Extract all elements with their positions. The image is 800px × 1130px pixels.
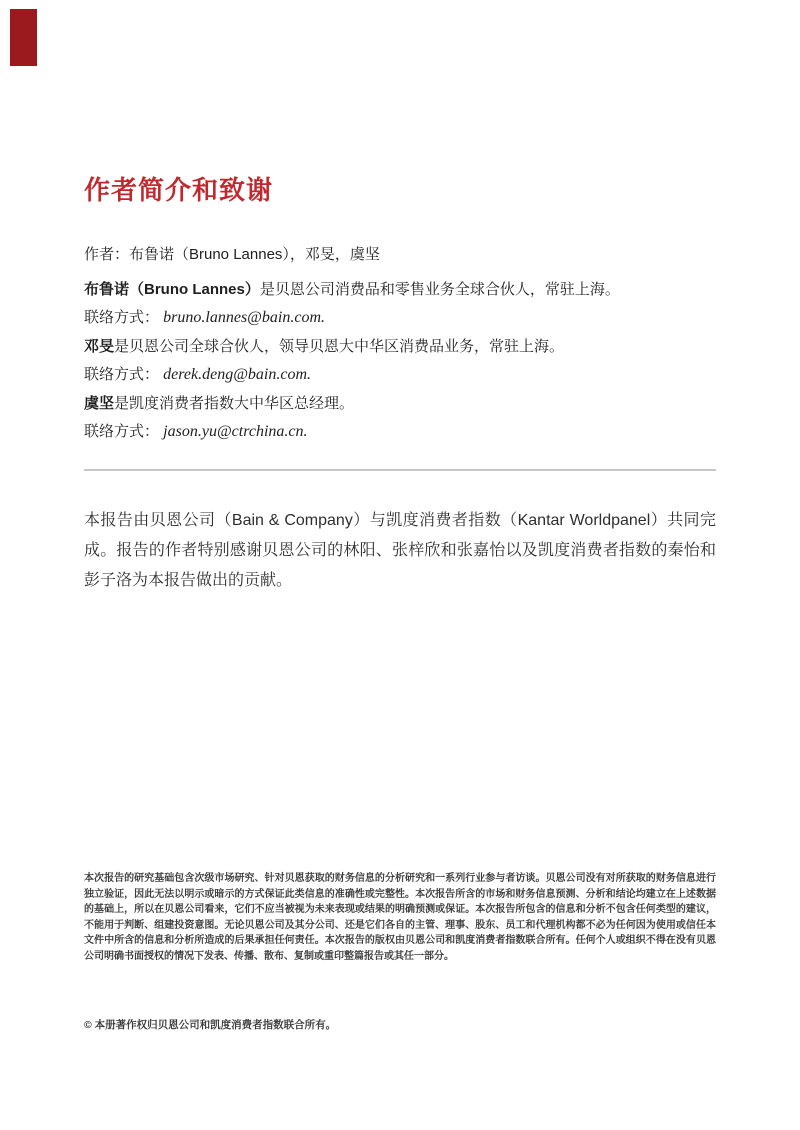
email-address: bruno.lannes@bain.com. <box>163 309 325 326</box>
author-name: 虞坚 <box>84 395 115 412</box>
author-name: 布鲁诺（Bruno Lannes） <box>84 281 260 298</box>
contact-label: 联络方式： <box>84 309 164 326</box>
bio-jason-yu <box>84 390 716 446</box>
contact-line <box>84 304 716 332</box>
authors-line: 作者：布鲁诺（Bruno Lannes），邓旻，虞坚 <box>84 246 380 263</box>
bio-bruno-lannes <box>84 276 716 332</box>
email-address: jason.yu@ctrchina.cn. <box>163 423 308 440</box>
bio-line <box>84 276 716 304</box>
bio-line <box>84 333 716 361</box>
email-address: derek.deng@bain.com. <box>163 366 312 383</box>
acknowledgement-paragraph: 本报告由贝恩公司（Bain & Company）与凯度消费者指数（Kantar Worldpanel）共同完成。报告的作者特别感谢贝恩公司的林阳、张梓欣和张嘉怡以及凯度消费者指数的秦怡和彭子洛为本报告做出的贡献。 <box>84 512 716 589</box>
section-divider <box>84 469 716 471</box>
bio-derek-deng <box>84 333 716 389</box>
contact-label: 联络方式： <box>84 423 164 440</box>
bio-text: 是凯度消费者指数大中华区总经理。 <box>114 395 355 412</box>
legal-disclaimer: 本次报告的研究基础包含次级市场研究、针对贝恩获取的财务信息的分析研究和一系列行业参与者访谈。贝恩公司没有对所获取的财务信息进行独立验证，因此无法以明示或暗示的方式保证此类信息的准确性或完整性。本次报告所含的市场和财务信息预测、分析和结论均建立在上述数据的基础上，所以在贝恩公司看来，它们不应当被视为未来表现或结果的明确预测或保证。本次报告所包含的信息和分析不包含任何类型的建议，不能用于判断、组建投资意图。无论贝恩公司及其分公司、还是它们各自的主管、理事、股东、员工和代理机构都不必为任何因为使用或信任本文件中所含的信息和分析所造成的后果承担任何责任。本次报告的版权由贝恩公司和凯度消费者指数联合所有。任何个人或组织不得在没有贝恩公司明确书面授权的情况下发表、传播、散布、复制或重印整篇报告或其任一部分。 <box>84 873 716 962</box>
bio-line <box>84 390 716 418</box>
author-name: 邓旻 <box>84 338 115 355</box>
red-corner-bookmark <box>10 9 37 66</box>
contact-line <box>84 361 716 389</box>
contact-line <box>84 418 716 446</box>
page-title: 作者简介和致谢 <box>84 175 274 205</box>
contact-label: 联络方式： <box>84 366 164 383</box>
bio-text: 是贝恩公司全球合伙人，领导贝恩大中华区消费品业务，常驻上海。 <box>114 338 565 355</box>
copyright-notice: © 本册著作权归贝恩公司和凯度消费者指数联合所有。 <box>84 1019 337 1031</box>
bio-text: 是贝恩公司消费品和零售业务全球合伙人，常驻上海。 <box>259 281 620 298</box>
